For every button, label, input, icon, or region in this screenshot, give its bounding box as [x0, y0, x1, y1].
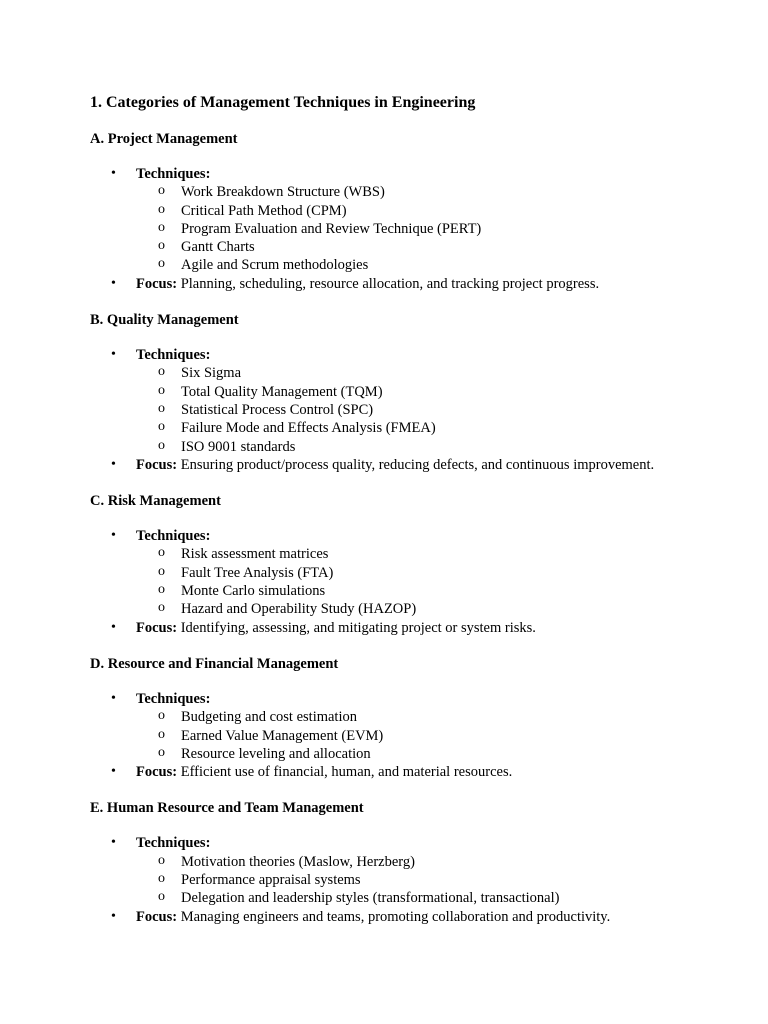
technique-text: Fault Tree Analysis (FTA) — [181, 564, 334, 581]
techniques-label: Techniques: — [136, 166, 211, 182]
techniques-bullet — [90, 690, 730, 763]
focus-text: Ensuring product/process quality, reducing defects, and continuous improvement. — [177, 456, 655, 473]
focus-label: Focus: — [136, 275, 178, 292]
bullet-dot-icon: • — [111, 764, 116, 780]
sub-bullet-icon: o — [158, 708, 165, 724]
focus-bullet — [90, 619, 730, 637]
techniques-label: Techniques: — [136, 690, 211, 707]
technique-item — [136, 183, 730, 201]
technique-text: Resource leveling and allocation — [181, 745, 371, 762]
sub-bullet-icon: o — [158, 563, 165, 579]
techniques-list — [136, 364, 730, 455]
bullet-list — [90, 165, 730, 293]
section-heading: A. Project Management — [90, 131, 238, 147]
technique-text: Critical Path Method (CPM) — [181, 202, 347, 219]
sub-bullet-icon: o — [158, 238, 165, 254]
section-b — [90, 311, 730, 474]
technique-text: Hazard and Operability Study (HAZOP) — [181, 601, 417, 618]
technique-item — [136, 419, 730, 437]
sub-bullet-icon: o — [158, 219, 165, 235]
focus-label: Focus: — [136, 908, 178, 925]
bullet-dot-icon: • — [111, 528, 116, 544]
technique-item — [136, 582, 730, 600]
technique-item — [136, 871, 730, 889]
focus-bullet — [90, 275, 730, 293]
techniques-label: Techniques: — [136, 347, 211, 364]
section-e — [90, 799, 730, 925]
sub-bullet-icon: o — [158, 201, 165, 217]
technique-text: Monte Carlo simulations — [181, 583, 326, 600]
sub-bullet-icon: o — [158, 744, 165, 760]
technique-text: Budgeting and cost estimation — [181, 709, 357, 726]
focus-label: Focus: — [136, 456, 178, 473]
sub-bullet-icon: o — [158, 419, 165, 435]
bullet-list — [90, 527, 730, 637]
technique-text: Agile and Scrum methodologies — [181, 257, 369, 274]
technique-item — [136, 202, 730, 220]
techniques-list — [136, 708, 730, 763]
sub-bullet-icon: o — [158, 437, 165, 453]
technique-item — [136, 564, 730, 582]
bullet-dot-icon: • — [111, 275, 116, 291]
technique-text: Delegation and leadership styles (transformational, transactional) — [181, 890, 560, 907]
focus-label: Focus: — [136, 619, 178, 636]
techniques-bullet — [90, 165, 730, 275]
technique-item — [136, 727, 730, 745]
bullet-dot-icon: • — [111, 908, 116, 924]
sub-bullet-icon: o — [158, 871, 165, 887]
techniques-list — [136, 183, 730, 274]
technique-item — [136, 545, 730, 563]
techniques-bullet — [90, 834, 730, 907]
technique-text: Total Quality Management (TQM) — [181, 383, 383, 400]
technique-text: Work Breakdown Structure (WBS) — [181, 184, 385, 201]
sub-bullet-icon: o — [158, 889, 165, 905]
sub-bullet-icon: o — [158, 545, 165, 561]
section-c — [90, 492, 730, 637]
sub-bullet-icon: o — [158, 852, 165, 868]
sub-bullet-icon: o — [158, 183, 165, 199]
section-heading: B. Quality Management — [90, 312, 239, 329]
sections-container — [90, 130, 730, 926]
focus-label: Focus: — [136, 764, 178, 781]
bullet-dot-icon: • — [111, 690, 116, 706]
bullet-dot-icon: • — [111, 456, 116, 472]
technique-text: Program Evaluation and Review Technique (PERT) — [181, 220, 482, 237]
section-a — [90, 130, 730, 293]
bullet-dot-icon: • — [111, 619, 116, 635]
focus-text: Planning, scheduling, resource allocation, and tracking project progress. — [177, 275, 600, 292]
sub-bullet-icon: o — [158, 600, 165, 616]
sub-bullet-icon: o — [158, 256, 165, 272]
section-heading: C. Risk Management — [90, 493, 221, 510]
technique-item — [136, 401, 730, 419]
technique-item — [136, 600, 730, 618]
focus-bullet — [90, 763, 730, 781]
technique-text: Motivation theories (Maslow, Herzberg) — [181, 853, 415, 870]
document-title: 1. Categories of Management Techniques in Engineering — [90, 94, 476, 111]
technique-item — [136, 364, 730, 382]
sub-bullet-icon: o — [158, 726, 165, 742]
technique-text: Gantt Charts — [181, 239, 255, 256]
technique-item — [136, 220, 730, 238]
technique-text: Failure Mode and Effects Analysis (FMEA) — [181, 420, 436, 437]
sub-bullet-icon: o — [158, 382, 165, 398]
focus-text: Identifying, assessing, and mitigating project or system risks. — [177, 619, 536, 636]
technique-text: ISO 9001 standards — [181, 438, 296, 455]
technique-item — [136, 238, 730, 256]
techniques-list — [136, 853, 730, 908]
techniques-bullet — [90, 527, 730, 618]
sub-bullet-icon: o — [158, 364, 165, 380]
technique-text: Earned Value Management (EVM) — [181, 727, 384, 744]
techniques-bullet — [90, 346, 730, 456]
sub-bullet-icon: o — [158, 582, 165, 598]
bullet-dot-icon: • — [111, 347, 116, 363]
document-page — [90, 93, 730, 944]
section-heading: D. Resource and Financial Management — [90, 655, 339, 672]
techniques-label: Techniques: — [136, 835, 211, 852]
technique-text: Six Sigma — [181, 365, 242, 382]
technique-item — [136, 708, 730, 726]
focus-text: Efficient use of financial, human, and material resources. — [177, 764, 513, 781]
section-heading: E. Human Resource and Team Management — [90, 800, 364, 817]
bullet-list — [90, 690, 730, 781]
focus-bullet — [90, 456, 730, 474]
bullet-list — [90, 834, 730, 925]
technique-text: Statistical Process Control (SPC) — [181, 401, 374, 418]
technique-item — [136, 383, 730, 401]
sub-bullet-icon: o — [158, 400, 165, 416]
bullet-dot-icon: • — [111, 835, 116, 851]
technique-text: Performance appraisal systems — [181, 872, 361, 889]
focus-text: Managing engineers and teams, promoting collaboration and productivity. — [177, 908, 611, 925]
techniques-list — [136, 545, 730, 618]
focus-bullet — [90, 908, 730, 926]
technique-item — [136, 745, 730, 763]
technique-item — [136, 256, 730, 274]
techniques-label: Techniques: — [136, 528, 211, 545]
section-d — [90, 655, 730, 781]
technique-item — [136, 438, 730, 456]
technique-text: Risk assessment matrices — [181, 546, 329, 563]
bullet-list — [90, 346, 730, 474]
technique-item — [136, 853, 730, 871]
bullet-dot-icon: • — [111, 166, 116, 181]
technique-item — [136, 889, 730, 907]
